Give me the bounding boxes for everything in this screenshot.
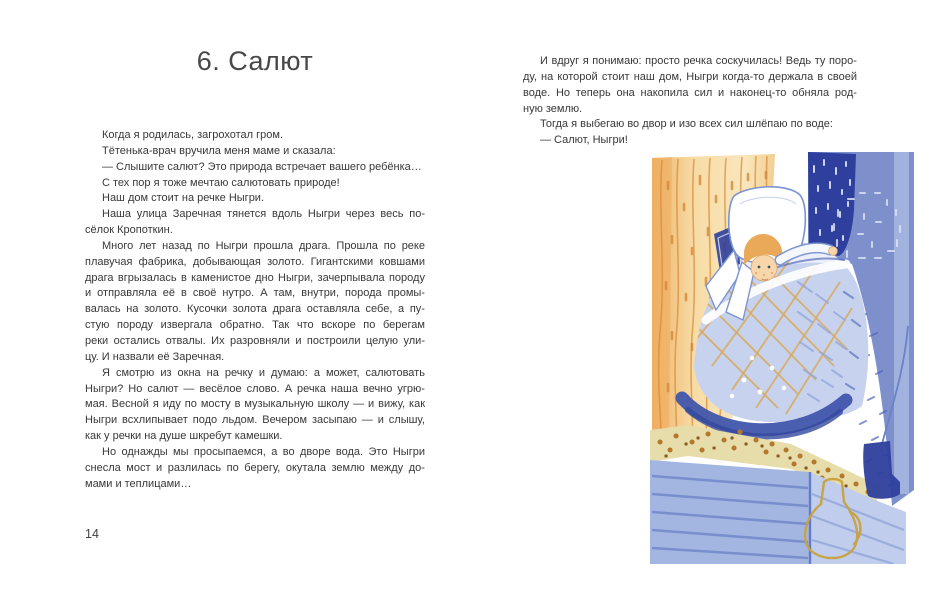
text-line: воде. Но теперь она накопила сил и наконец-то обняла род- <box>523 86 857 99</box>
text-line: ную землю. <box>523 102 583 115</box>
text-line: плавучая фабрика, добывающая золото. Гигантскими ковшами <box>85 255 425 268</box>
text-line: — Салют, Ныгри! <box>540 134 628 147</box>
left-page-text <box>85 128 425 492</box>
text-line: ду, на которой стоит наш дом, Ныгри когда-то держала в своей <box>523 70 857 83</box>
text-line: Ныгри всхлипывает подо льдом. Вечером засыпаю — и слышу, <box>85 414 425 427</box>
child-hand <box>829 247 838 256</box>
text-line: Много лет назад по Ныгри прошла драга. Прошла по реке <box>102 239 425 252</box>
text-line: сёлок Кропоткин. <box>85 224 173 237</box>
illustration-child-sleeping-in-bed <box>648 152 914 564</box>
text-line: Ныгри? Но салют — весёлое слово. А речка наша вечно угрю- <box>85 382 425 395</box>
text-line: валась на золото. Кусочки золота драга оставляла себе, а пу- <box>85 303 425 316</box>
page-number: 14 <box>85 527 99 541</box>
child-face <box>751 255 777 281</box>
right-page-text <box>523 54 857 149</box>
text-line: цу. И назвали её Заречная. <box>85 350 225 363</box>
text-line: Наш дом стоит на речке Ныгри. <box>102 192 265 205</box>
text-line: драга вгрызалась в каменистое дно Ныгри, зачерпывала породу <box>85 271 425 284</box>
illustration-svg <box>648 152 914 564</box>
text-line: и отправляла её в своё нутро. А там, внутри, порода промы- <box>85 287 425 300</box>
text-line: Наша улица Заречная тянется вдоль Ныгри через весь по- <box>102 208 425 221</box>
text-line: — Слышите салют? Это природа встречает вашего ребёнка… <box>102 160 422 173</box>
text-line: мами и теплицами… <box>85 477 192 490</box>
text-line: Когда я родилась, загрохотал гром. <box>102 129 283 141</box>
text-line: мая. Весной я иду по мосту в музыкальную школу — и вижу, как <box>85 398 425 411</box>
text-line: Я смотрю из окна на речку и думаю: а может, салютовать <box>102 366 425 379</box>
text-line: Но однажды мы просыпаемся, а во дворе вода. Это Ныгри <box>102 445 425 458</box>
text-line: С тех пор я тоже мечтаю салютовать природе! <box>102 176 340 189</box>
text-line: И вдруг я понимаю: просто речка соскучилась! Ведь ту поро- <box>540 55 857 67</box>
text-line: снесла мост и разлилась по берегу, окутала землю между до- <box>85 461 425 474</box>
text-line: как у речки на душе шкребут камешки. <box>85 430 283 443</box>
text-line: Тогда я выбегаю во двор и изо всех сил шлёпаю по воде: <box>540 118 833 131</box>
text-line: реки остались отвалы. Их разровняли и построили целую ули- <box>85 334 425 347</box>
text-line: Тётенька-врач вручила меня маме и сказала: <box>102 144 336 157</box>
chapter-title: 6. Салют <box>196 46 314 76</box>
text-line: стую породу извергала обратно. Так что вскоре по берегам <box>85 319 425 332</box>
